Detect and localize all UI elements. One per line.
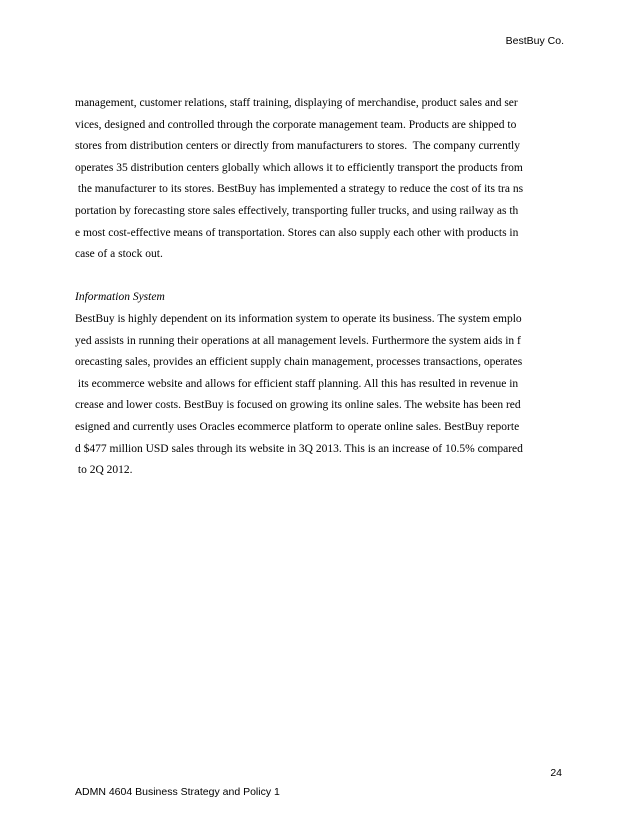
paragraph-information-system — [75, 312, 563, 485]
paragraph-spacer — [75, 269, 563, 291]
text-line: crease and lower costs. BestBuy is focused on growing its online sales. The website has been red — [75, 399, 521, 412]
running-footer: ADMN 4604 Business Strategy and Policy 1 — [75, 786, 280, 798]
section-heading: Information System — [75, 291, 165, 304]
text-line: d $477 million USD sales through its website in 3Q 2013. This is an increase of 10.5% compared — [75, 442, 523, 455]
text-line: operates 35 distribution centers globally which allows it to efficiently transport the products from — [75, 161, 523, 174]
text-line: stores from distribution centers or directly from manufacturers to stores. The company currently — [75, 140, 520, 153]
running-header: BestBuy Co. — [505, 35, 564, 47]
body-text — [75, 96, 563, 485]
text-line: e most cost-effective means of transportation. Stores can also supply each other with products in — [75, 226, 519, 239]
text-line: BestBuy is highly dependent on its information system to operate its business. The system emplo — [75, 312, 522, 325]
text-line: to 2Q 2012. — [75, 464, 133, 477]
text-line: portation by forecasting store sales effectively, transporting fuller trucks, and using railway as th — [75, 204, 519, 217]
paragraph-distribution — [75, 96, 563, 269]
text-line: orecasting sales, provides an efficient supply chain management, processes transactions, operates — [75, 356, 523, 369]
text-line: its ecommerce website and allows for efficient staff planning. All this has resulted in revenue in — [75, 377, 519, 390]
text-line: management, customer relations, staff training, displaying of merchandise, product sales and ser — [75, 97, 518, 109]
text-line: yed assists in running their operations at all management levels. Furthermore the system aids in f — [75, 334, 521, 347]
text-line: vices, designed and controlled through the corporate management team. Products are shipped to — [75, 118, 517, 131]
text-line: esigned and currently uses Oracles ecommerce platform to operate online sales. BestBuy reporte — [75, 420, 520, 433]
text-line: the manufacturer to its stores. BestBuy has implemented a strategy to reduce the cost of its tra ns — [75, 183, 524, 196]
text-line: case of a stock out. — [75, 248, 163, 261]
page-number: 24 — [550, 767, 562, 779]
